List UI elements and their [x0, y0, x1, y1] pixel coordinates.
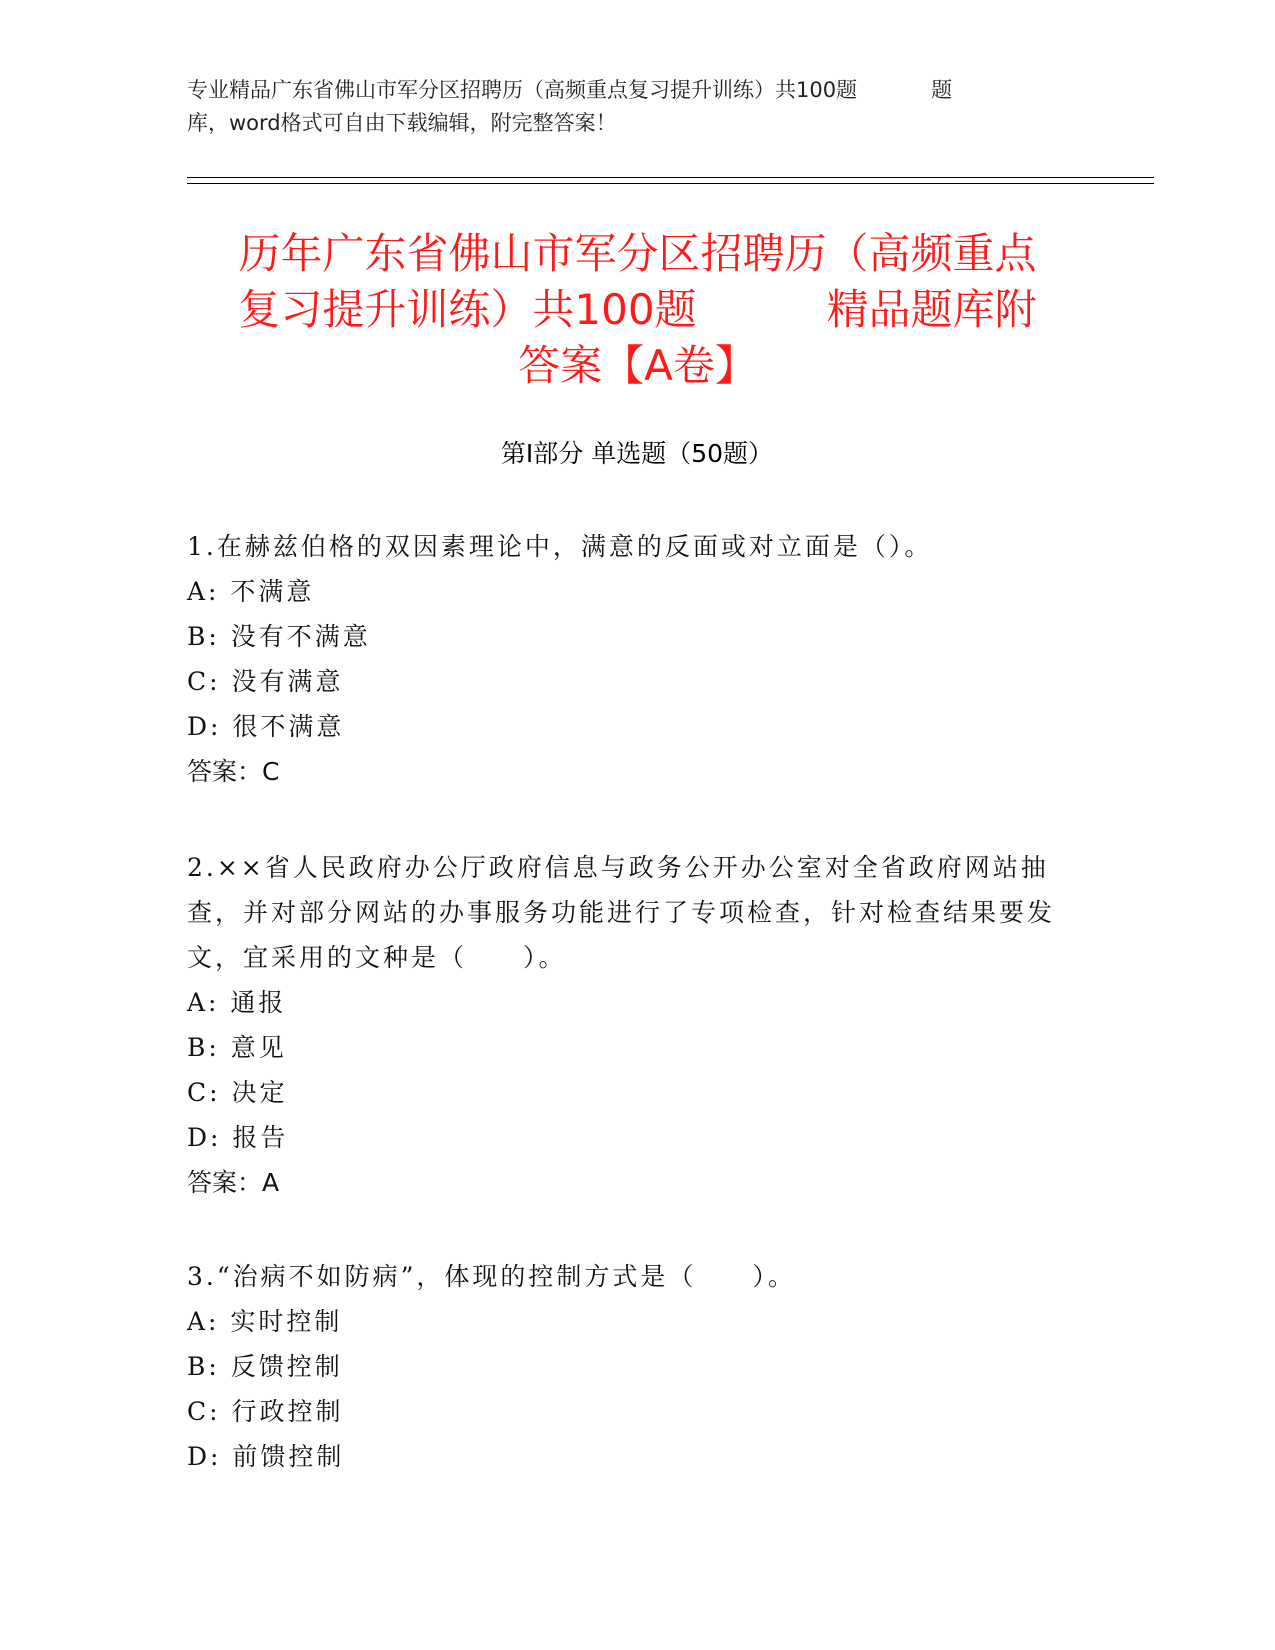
option-b: B: 没有不满意: [187, 622, 371, 651]
option-b: B: 意见: [187, 1033, 287, 1062]
header-line1: 专业精品广东省佛山市军分区招聘历（高频重点复习提升训练）共100题: [187, 78, 858, 102]
option-d: D: 很不满意: [187, 712, 345, 741]
question-2: [187, 845, 1067, 1205]
title-line2b: 精品题库附: [826, 285, 1037, 334]
option-b: B: 反馈控制: [187, 1352, 343, 1381]
option-a: A: 通报: [187, 988, 287, 1017]
title-line2: [190, 282, 1085, 338]
header-rule-bottom: [187, 183, 1154, 184]
option-d: D: 前馈控制: [187, 1442, 345, 1471]
option-c: C: 没有满意: [187, 667, 344, 696]
question-text: 1.在赫兹伯格的双因素理论中，满意的反面或对立面是（）。: [187, 532, 933, 561]
option-c: C: 行政控制: [187, 1397, 344, 1426]
question-text: 2.××省人民政府办公厅政府信息与政务公开办公室对全省政府网站抽查，并对部分网站的办事服务功能进行了专项检查，针对检查结果要发文，宜采用的文种是（ ）。: [187, 853, 1056, 972]
answer: 答案：A: [187, 1168, 280, 1197]
option-a: A: 不满意: [187, 577, 315, 606]
question-1: [187, 524, 1067, 794]
option-c: C: 决定: [187, 1078, 288, 1107]
option-d: D: 报告: [187, 1123, 289, 1152]
document-header: [187, 74, 1087, 140]
title-line1: 历年广东省佛山市军分区招聘历（高频重点: [238, 229, 1037, 278]
answer: 答案：C: [187, 757, 280, 786]
title-line3: 答案【A卷】: [518, 341, 757, 390]
header-rule-top: [187, 177, 1154, 178]
document-title: [190, 226, 1085, 394]
question-text: 3.“治病不如防病”，体现的控制方式是（ ）。: [187, 1262, 796, 1291]
question-3: [187, 1254, 1067, 1479]
header-line2: 库，word格式可自由下载编辑，附完整答案！: [187, 111, 617, 135]
section-heading: 第I部分 单选题（50题）: [500, 439, 774, 468]
header-line1-tail: 题: [931, 78, 953, 102]
option-a: A: 实时控制: [187, 1307, 343, 1336]
title-line2a: 复习提升训练）共100题: [238, 285, 697, 334]
